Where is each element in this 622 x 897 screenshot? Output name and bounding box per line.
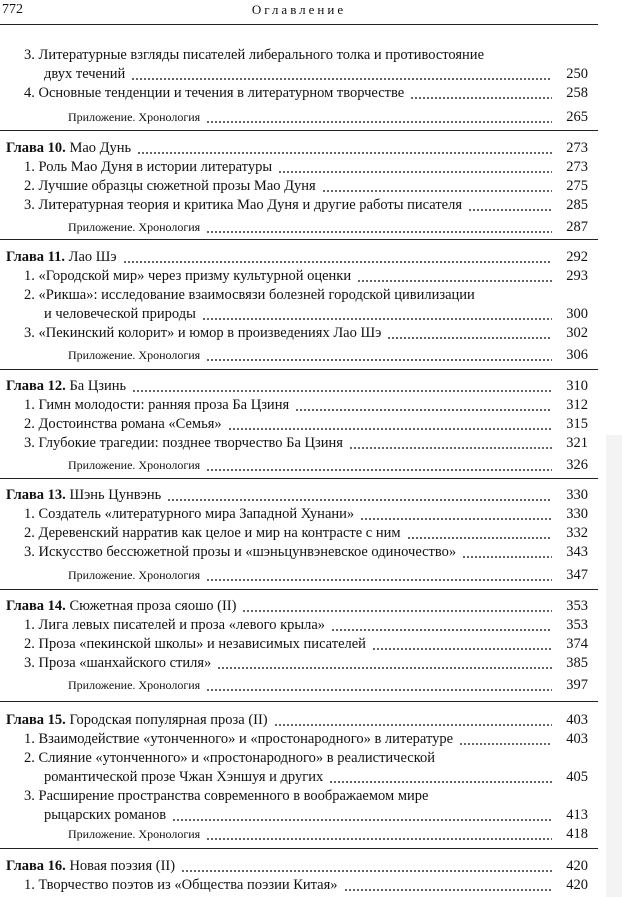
dot-leader (172, 819, 552, 821)
entry-title: рыцарских романов (44, 807, 167, 823)
dot-leader (278, 171, 552, 173)
dot-leader (462, 556, 552, 558)
page-ref: 258 (566, 85, 588, 101)
chapter-title (6, 248, 117, 267)
dot-leader (331, 629, 552, 631)
chapter-title (6, 711, 268, 730)
page-number: 772 (2, 2, 23, 17)
chapter-title (6, 857, 175, 876)
entry-title: 1. Взаимодействие «утонченного» и «простонародного» в литературе (24, 731, 454, 747)
page-ref: 353 (566, 617, 588, 633)
chapter-name: Мао Дунь (65, 140, 132, 156)
dot-leader (344, 889, 552, 891)
entry-title: и человеческой природы (44, 306, 196, 322)
entry-title: Приложение. Хронология (68, 678, 201, 692)
chapter-name: Сюжетная проза сяошо (II) (65, 598, 237, 614)
page-ref: 403 (566, 712, 588, 728)
page-ref: 405 (566, 769, 588, 785)
page-ref: 292 (566, 249, 588, 265)
page-ref: 385 (566, 655, 588, 671)
running-title: Оглавление (251, 2, 347, 17)
chapter-title (6, 377, 126, 396)
entry-title: 4. Основные тенденции и течения в литературном творчестве (24, 85, 405, 101)
dot-leader (410, 97, 552, 99)
page-ref: 418 (566, 826, 588, 842)
entry-title: Приложение. Хронология (68, 348, 201, 362)
dot-leader (322, 190, 552, 192)
chapter-name: Лао Шэ (65, 249, 117, 265)
dot-leader (206, 469, 552, 471)
chapter-label: Глава 13. (6, 487, 66, 503)
page-ref: 326 (566, 457, 588, 473)
section-divider (0, 701, 598, 702)
page-header (0, 0, 598, 25)
section-divider (0, 239, 598, 240)
dot-leader (206, 838, 552, 840)
page-ref: 300 (566, 306, 588, 322)
entry-title: 2. Проза «пекинской школы» и независимых писателей (24, 636, 366, 652)
dot-leader (274, 724, 552, 726)
dot-leader (131, 78, 552, 80)
entry-title: 2. Слияние «утонченного» и «простонародного» в реалистической (24, 750, 436, 766)
page-ref: 265 (566, 109, 588, 125)
entry-title: 3. Литературные взгляды писателей либерального толка и противостояние (24, 47, 485, 63)
dot-leader (167, 499, 552, 501)
dot-leader (407, 537, 552, 539)
entry-title: 1. «Городской мир» через призму культурной оценки (24, 268, 352, 284)
entry-title: 3. Глубокие трагедии: позднее творчество Ба Цзиня (24, 435, 343, 451)
dot-leader (372, 648, 552, 650)
entry-title: Приложение. Хронология (68, 220, 201, 234)
dot-leader (357, 280, 552, 282)
page-ref: 353 (566, 598, 588, 614)
section-divider (0, 848, 598, 849)
dot-leader (459, 743, 552, 745)
entry-title: романтической прозе Чжан Хэншуя и других (44, 769, 324, 785)
dot-leader (228, 428, 552, 430)
entry-title: 1. Творчество поэтов из «Общества поэзии Китая» (24, 877, 338, 893)
page-ref: 306 (566, 347, 588, 363)
chapter-label: Глава 10. (6, 140, 66, 156)
dot-leader (217, 667, 552, 669)
entry-title: 3. «Пекинский колорит» и юмор в произведениях Лао Шэ (24, 325, 382, 341)
entry-title: Приложение. Хронология (68, 458, 201, 472)
chapter-name: Городская популярная проза (II) (65, 712, 268, 728)
entry-title: 2. Достоинства романа «Семья» (24, 416, 222, 432)
dot-leader (329, 781, 552, 783)
dot-leader (206, 579, 552, 581)
dot-leader (242, 610, 552, 612)
page-ref: 332 (566, 525, 588, 541)
page-ref: 397 (566, 677, 588, 693)
entry-title: 1. Роль Мао Дуня в истории литературы (24, 159, 273, 175)
dot-leader (206, 689, 552, 691)
right-edge-shadow (606, 435, 622, 897)
page-ref: 374 (566, 636, 588, 652)
page-ref: 293 (566, 268, 588, 284)
entry-title: Приложение. Хронология (68, 827, 201, 841)
dot-leader (360, 518, 552, 520)
dot-leader (206, 231, 552, 233)
chapter-label: Глава 16. (6, 858, 66, 874)
entry-title: 2. Деревенский нарратив как целое и мир на контрасте с ним (24, 525, 401, 541)
dot-leader (295, 409, 552, 411)
page-ref: 330 (566, 506, 588, 522)
page-ref: 343 (566, 544, 588, 560)
chapter-title (6, 486, 161, 505)
dot-leader (202, 318, 552, 320)
page-ref: 275 (566, 178, 588, 194)
page-ref: 420 (566, 877, 588, 893)
entry-title: 3. Проза «шанхайского стиля» (24, 655, 212, 671)
section-divider (0, 130, 598, 131)
dot-leader (181, 870, 552, 872)
dot-leader (132, 390, 552, 392)
section-divider (0, 589, 598, 590)
page-ref: 310 (566, 378, 588, 394)
page-ref: 315 (566, 416, 588, 432)
entry-title: двух течений (44, 66, 126, 82)
entry-title: 3. Искусство бессюжетной прозы и «шэньцунвэневское одиночество» (24, 544, 457, 560)
section-divider (0, 369, 598, 370)
entry-title: Приложение. Хронология (68, 568, 201, 582)
page-ref: 347 (566, 567, 588, 583)
entry-title: 1. Гимн молодости: ранняя проза Ба Цзиня (24, 397, 290, 413)
entry-title: 2. Лучшие образцы сюжетной прозы Мао Дуня (24, 178, 316, 194)
chapter-name: Новая поэзия (II) (65, 858, 176, 874)
entry-title: 2. «Рикша»: исследование взаимосвязи болезней городской цивилизации (24, 287, 475, 303)
entry-title: 1. Лига левых писателей и проза «левого крыла» (24, 617, 326, 633)
page-ref: 413 (566, 807, 588, 823)
dot-leader (123, 261, 552, 263)
page-ref: 273 (566, 159, 588, 175)
dot-leader (206, 359, 552, 361)
page-ref: 250 (566, 66, 588, 82)
chapter-name: Ба Цзинь (65, 378, 127, 394)
dot-leader (468, 209, 552, 211)
entry-title: Приложение. Хронология (68, 110, 201, 124)
dot-leader (349, 447, 552, 449)
chapter-name: Шэнь Цунвэнь (65, 487, 162, 503)
page-ref: 312 (566, 397, 588, 413)
chapter-label: Глава 12. (6, 378, 66, 394)
chapter-label: Глава 14. (6, 598, 66, 614)
dot-leader (387, 337, 552, 339)
page-ref: 287 (566, 219, 588, 235)
entry-title: 3. Литературная теория и критика Мао Дуня и другие работы писателя (24, 197, 462, 213)
entry-title: 1. Создатель «литературного мира Западной Хунани» (24, 506, 355, 522)
page-ref: 321 (566, 435, 588, 451)
page-ref: 403 (566, 731, 588, 747)
page-ref: 330 (566, 487, 588, 503)
page-ref: 285 (566, 197, 588, 213)
chapter-title (6, 139, 131, 158)
chapter-label: Глава 15. (6, 712, 66, 728)
chapter-label: Глава 11. (6, 249, 66, 265)
page-ref: 420 (566, 858, 588, 874)
entry-title: 3. Расширение пространства современного в воображаемом мире (24, 788, 429, 804)
section-divider (0, 478, 598, 479)
dot-leader (206, 121, 552, 123)
page-ref: 302 (566, 325, 588, 341)
page-ref: 273 (566, 140, 588, 156)
dot-leader (137, 152, 552, 154)
chapter-title (6, 597, 236, 616)
